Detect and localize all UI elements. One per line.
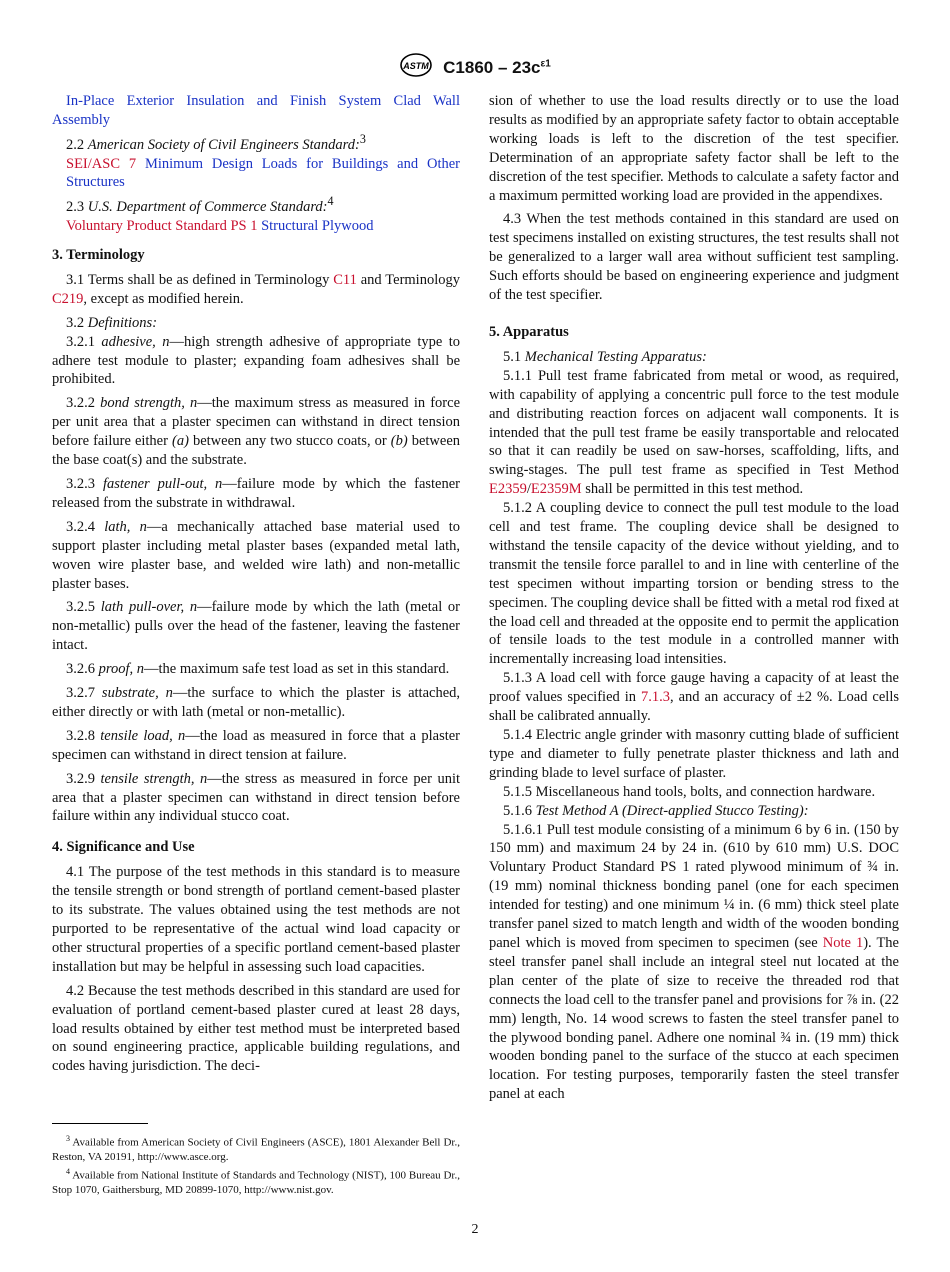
page-number: 2	[471, 1222, 479, 1237]
document-designation: $C1860 - 23c^{\varepsilon 1}$	[443, 57, 551, 77]
page-header	[0, 52, 950, 83]
footnote-3: $^3$ Available from American Society of Civil Engineers (ASCE), 1801 Alexander Bell Dr., Reston, VA 20191, http://www.asce.org.	[52, 1134, 460, 1164]
section-2-3: 2.3 U.S. Department of Commerce Standard:$^4$	[66, 194, 334, 216]
footnote-ref-4[interactable]: 4	[327, 194, 334, 209]
para-4-2: 4.2 Because the test methods described in this standard are used for evaluation of portland cement-based plaster cured at least 28 days, load results obtained by either test method must be interpreted based on sound engineering practice, applicable building regulations, and codes having jurisdiction. The deci-	[52, 982, 460, 1075]
para-5-1-2: 5.1.2 A coupling device to connect the pull test module to the load cell and test frame. The coupling device shall be designed to withstand the tensile capacity of the device without yielding, and to transmit the tensile force parallel to and in line with centerline of the test specimen without imparting torsion or bending stress to the specimen. The coupling device shall be fitted with a metal rod fixed at the load cell and threaded at the opposite end to permit the application of tensile loads to the test module in a controlled manner with incrementally increasing load intensities.	[489, 500, 899, 668]
para-5-1-4: 5.1.4 Electric angle grinder with masonry cutting blade of sufficient type and diameter to fully penetrate plaster thickness and lath and grinding blade to level surface of plaster.	[489, 727, 899, 781]
footnote-4: $^4$ Available from National Institute of Standards and Technology (NIST), 100 Bureau Dr., Stop 1070, Gaithersburg, MD 20899-1070, http://www.nist.gov.	[52, 1166, 460, 1196]
para-5-1-3: 5.1.3 A load cell with force gauge having a capacity of at least the proof values specified in 7.1.3, and an accuracy of ±2 %. Load cells shall be calibrated annually.	[489, 670, 899, 725]
std-link-c219[interactable]: C219	[52, 290, 84, 307]
para-5-1: 5.1 Mechanical Testing Apparatus:	[503, 348, 707, 365]
para-5-1-6: 5.1.6 Test Method A (Direct-applied Stucco Testing):	[503, 802, 809, 819]
footnote-ref-3[interactable]: 3	[359, 131, 366, 146]
section-2-2: 2.2 American Society of Civil Engineers Standard:$^3$	[66, 131, 366, 153]
para-4-2-continued: sion of whether to use the load results directly or to use the load results as modified by an appropriate safety factor to obtain acceptable working loads is left to the discretion of the test specifier. Determination of an appropriate safety factor shall be left to the discretion of the test specifier. Methods to calculate a safety factor and a maximum permitted working load are provided in the appendixes.	[489, 93, 899, 204]
std-link-ps1[interactable]: Voluntary Product Standard PS 1	[66, 218, 258, 235]
def-proof: 3.2.6 proof, n—the maximum safe test load as set in this standard.	[66, 661, 450, 678]
def-bond-strength: 3.2.2 bond strength, n—the maximum stress as measured in force per unit area that a plaster specimen can withstand in direct tension before failure either (a) between any two stucco coats, or (b) between the base coat(s) and the substrate.	[52, 395, 461, 469]
ref-link-structural-plywood[interactable]: Structural Plywood	[261, 218, 374, 235]
def-fastener-pull-out: 3.2.3 fastener pull-out, n—failure mode by which the fastener released from the substrate in withdrawal.	[52, 475, 461, 511]
ref-link-eifs[interactable]: In-Place Exterior Insulation and Finish System Clad Wall Assembly	[52, 93, 460, 128]
ref-ps1	[52, 217, 460, 236]
para-3-2: 3.2 Definitions:	[66, 314, 158, 331]
std-link-c11[interactable]: C11	[333, 271, 357, 288]
epsilon-superscript: ε1	[540, 57, 551, 69]
def-substrate: 3.2.7 substrate, n—the surface to which the plaster is attached, either directly or with lath (metal or non-metallic).	[52, 685, 461, 720]
para-5-1-1: 5.1.1 Pull test frame fabricated from metal or wood, as required, with capability of applying a concentric pull force to the test module and distributing reaction forces on adjacent wall components. It is intended that the pull test frame be easily transportable and relocated so that it can readily be used on saw-horses, scaffolding, lifts, and swing-stages. The pull test frame as specified in Test Method E2359/E2359M shall be permitted in this test method.	[489, 367, 899, 498]
footnotes	[52, 1123, 460, 1197]
footnote-divider	[52, 1123, 148, 1124]
ref-sei-asc7	[52, 155, 460, 193]
std-link-sei-asc7[interactable]: SEI/ASC 7	[66, 155, 137, 172]
def-tensile-strength: 3.2.9 tensile strength, n—the stress as measured in force per unit area that a plaster specimen can withstand in direct tension before failure within any individual stucco coat.	[52, 770, 461, 825]
note-link-1[interactable]: Note 1	[822, 934, 864, 951]
para-4-3: 4.3 When the test methods contained in this standard are used on test specimens installed on existing structures, the test results shall not be generalized to a larger wall area without sufficient test sampling. Such efforts should be based on engineering experience and judgment of the test specifier.	[489, 211, 899, 304]
heading-significance-and-use: 4. Significance and Use	[52, 839, 195, 856]
astm-logo-text: ASTM	[403, 61, 429, 71]
right-column	[489, 92, 899, 1104]
def-tensile-load: 3.2.8 tensile load, n—the load as measured in force that a plaster specimen can withstand in direct tension at failure.	[52, 727, 461, 763]
ref-link-design-loads[interactable]: Minimum Design Loads for Buildings and Other Structures	[66, 155, 460, 191]
para-5-1-6-1: 5.1.6.1 Pull test module consisting of a minimum 6 by 6 in. (150 by 150 mm) and maximum 24 by 24 in. (610 by 610 mm) U.S. DOC Voluntary Product Standard PS 1 rated plywood minimum of ¾ in. (19 mm) nominal thickness bonding panel (one for each specimen intended for testing) and one minimum ¼ in. (6 mm) thick steel plate transfer panel sized to match length and width of the wooden bonding panel which is moved from specimen to specimen (see Note 1). The steel transfer panel shall include an integral steel nut located at the plan center of the plate of size to receive the threaded rod that connects the load cell to the transfer panel and provisions for ⅞ in. (22 mm) length, No. 14 wood screws to fasten the steel transfer panel to the plywood bonding panel. Adhere one nominal ¾ in. (19 mm) thick wooden bonding panel to the surface of the stucco at each specimen location. For testing purposes, temporarily fasten the steel transfer panel at each	[489, 821, 899, 1103]
heading-terminology: 3. Terminology	[52, 247, 145, 263]
para-5-1-5: 5.1.5 Miscellaneous hand tools, bolts, and connection hardware.	[503, 783, 876, 800]
para-4-1: 4.1 The purpose of the test methods in this standard is to measure the tensile strength or bond strength of portland cement-based plaster to its substrate. The values obtained using the test methods are not purported to be representative of the actual wind load capacity or other structural properties of a specific portland cement-based plaster installation but may be helpful in assessing such load capacities.	[52, 864, 460, 975]
left-column	[52, 92, 460, 1076]
heading-apparatus: 5. Apparatus	[489, 323, 569, 340]
def-adhesive: 3.2.1 adhesive, n—high strength adhesive of appropriate type to adhere test module to plaster; expanding foam adhesives shall be prohibited.	[52, 333, 461, 388]
def-lath-pull-over: 3.2.5 lath pull-over, n—failure mode by which the lath (metal or non-metallic) pulls over the head of the fastener, leaving the fastener intact.	[52, 599, 461, 654]
def-lath: 3.2.4 lath, n—a mechanically attached base material used to support plaster including metal plaster bases (expanded metal lath, woven wire plaster base, and welded wire lath) and non-metallic plaster bases.	[52, 518, 461, 592]
para-3-1: 3.1 Terms shall be as defined in Terminology C11 and Terminology C219, except as modified herein.	[52, 271, 460, 307]
std-link-e2359m[interactable]: E2359M	[530, 481, 582, 498]
ref-2-1-continued	[52, 92, 460, 130]
astm-logo	[399, 52, 433, 83]
std-link-e2359[interactable]: E2359	[489, 481, 527, 498]
section-link-7-1-3[interactable]: 7.1.3	[641, 689, 671, 706]
